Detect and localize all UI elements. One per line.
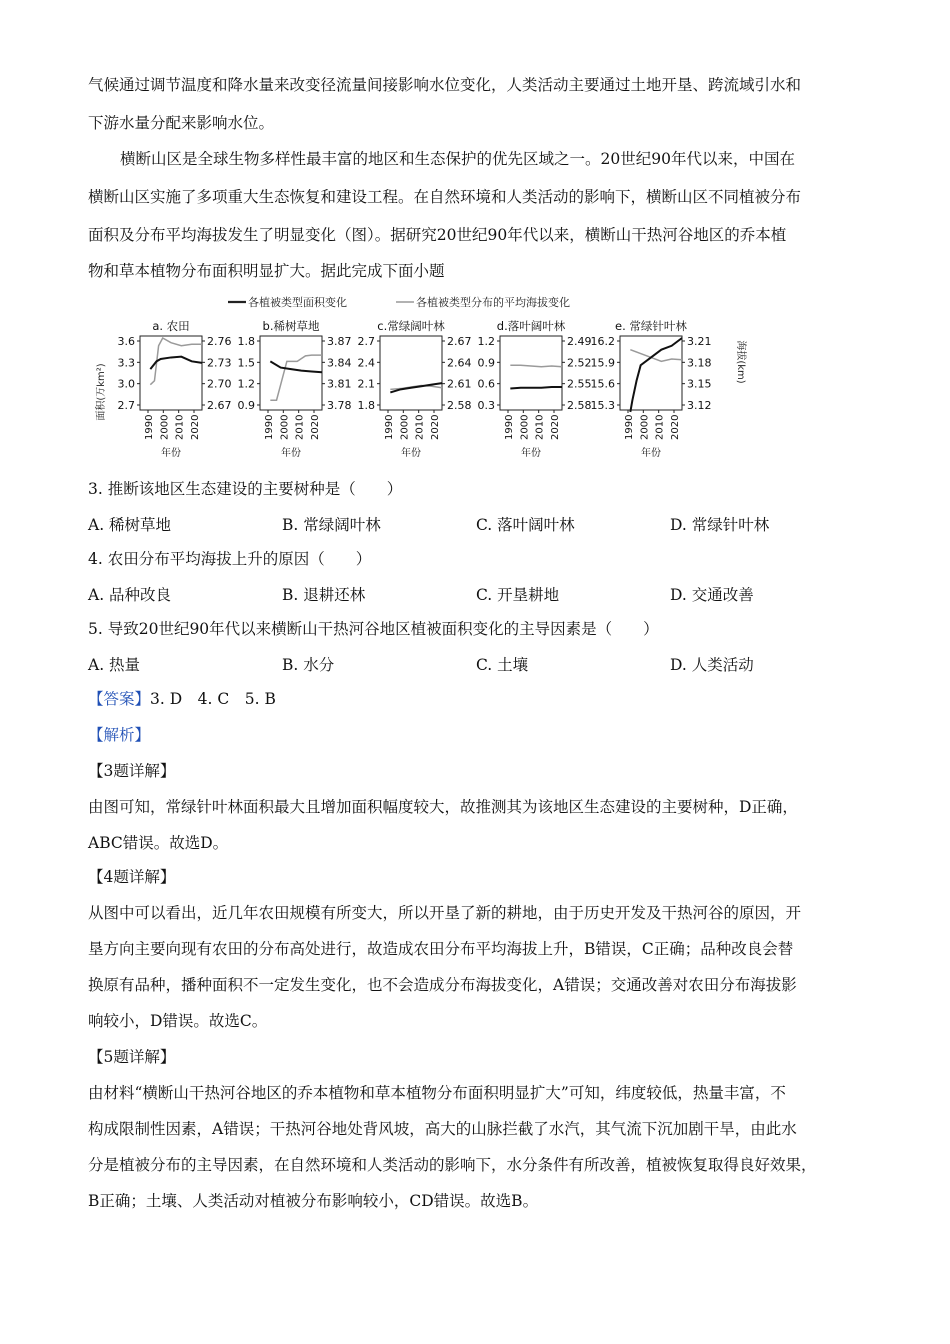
x-tick-label: 1990 <box>264 414 275 440</box>
x-tick-label: 2010 <box>414 414 426 440</box>
x-axis-title: 年份 <box>521 448 541 459</box>
panel-frame <box>500 336 562 410</box>
left-tick-label: 0.3 <box>477 399 495 412</box>
chart-panel <box>118 319 232 459</box>
right-tick-label: 2.52 <box>567 356 592 370</box>
x-axis-title: 年份 <box>641 448 661 459</box>
question-stem: 4. 农田分布平均海拔上升的原因（ ） <box>88 550 372 568</box>
left-tick-label: 2.7 <box>117 399 135 412</box>
answer-tag: 【答案】 <box>88 690 151 708</box>
question-option: B. 常绿阔叶林 <box>282 516 381 534</box>
x-tick-label: 2000 <box>399 414 411 440</box>
right-tick-label: 2.64 <box>447 356 472 370</box>
left-tick-label: 3.0 <box>117 377 135 391</box>
detail-line: 垦方向主要向现有农田的分布高处进行，故造成农田分布平均海拔上升，B错误，C正确；品种改良会替 <box>88 940 794 958</box>
detail-line: 构成限制性因素，A错误；干热河谷地处背风坡，高大的山脉拦截了水汽，其气流下沉加剧干旱，由此水 <box>88 1120 797 1138</box>
question-option: C. 土壤 <box>476 656 529 674</box>
x-tick-label: 2010 <box>174 414 186 440</box>
detail-line: 从图中可以看出，近几年农田规模有所变大，所以开垦了新的耕地，由于历史开发及干热河谷的原因，开 <box>88 904 802 922</box>
left-tick-label: 0.6 <box>477 377 495 391</box>
panel-frame <box>380 336 442 410</box>
right-tick-label: 2.49 <box>567 335 592 348</box>
paragraph-line: 下游水量分配来影响水位。 <box>88 114 275 132</box>
x-axis-title: 年份 <box>401 448 421 459</box>
x-tick-label: 2020 <box>670 414 681 440</box>
left-tick-label: 1.8 <box>237 335 255 348</box>
right-tick-label: 3.84 <box>327 356 352 370</box>
question-stem: 3. 推断该地区生态建设的主要树种是（ ） <box>88 480 403 498</box>
detail-heading: 【5题详解】 <box>88 1048 176 1066</box>
left-tick-label: 1.2 <box>477 335 495 348</box>
left-tick-label: 1.2 <box>237 377 255 391</box>
paragraph-line: 面积及分布平均海拔发生了明显变化（图）。据研究20世纪90年代以来，横断山干热河谷地区的乔本植 <box>88 226 787 244</box>
right-tick-label: 2.61 <box>447 377 472 391</box>
right-tick-label: 3.87 <box>327 335 352 348</box>
left-tick-label: 15.6 <box>590 377 615 391</box>
x-tick-label: 1990 <box>504 414 515 440</box>
right-tick-label: 3.18 <box>687 356 712 370</box>
right-tick-label: 3.78 <box>327 399 352 412</box>
left-tick-label: 15.9 <box>590 356 615 370</box>
legend-altitude-label: 各植被类型分布的平均海拔变化 <box>416 296 570 309</box>
right-tick-label: 2.58 <box>447 399 472 412</box>
area-series-line <box>630 338 682 412</box>
question-option: C. 落叶阔叶林 <box>476 516 575 534</box>
chart-panel <box>358 319 472 459</box>
right-tick-label: 2.58 <box>567 399 592 412</box>
left-tick-label: 0.9 <box>237 399 255 412</box>
x-tick-label: 2020 <box>190 414 201 440</box>
detail-line: 响较小，D错误。故选C。 <box>88 1012 268 1030</box>
question-option: B. 水分 <box>282 656 335 674</box>
left-tick-label: 16.2 <box>590 335 615 348</box>
x-tick-label: 2010 <box>654 414 666 440</box>
question-option: C. 开垦耕地 <box>476 586 560 604</box>
vegetation-change-figure <box>96 292 750 462</box>
x-tick-label: 2020 <box>550 414 561 440</box>
answer-text: 3. D 4. C 5. B <box>150 690 276 708</box>
right-axis-label: 海拔(km) <box>735 340 746 384</box>
x-tick-label: 1990 <box>624 414 635 440</box>
x-tick-label: 1990 <box>144 414 155 440</box>
left-tick-label: 0.9 <box>477 356 495 370</box>
panel-frame <box>620 336 682 410</box>
altitude-series-line <box>270 355 322 400</box>
chart-panel <box>238 319 352 459</box>
right-tick-label: 3.15 <box>687 377 712 391</box>
right-tick-label: 2.55 <box>567 377 592 391</box>
right-tick-label: 3.21 <box>687 335 712 348</box>
question-option: A. 稀树草地 <box>88 516 172 534</box>
x-tick-label: 1990 <box>384 414 395 440</box>
x-tick-label: 2020 <box>310 414 321 440</box>
right-tick-label: 3.12 <box>687 399 712 412</box>
left-tick-label: 2.7 <box>357 335 375 348</box>
right-tick-label: 2.76 <box>207 335 232 348</box>
question-stem: 5. 导致20世纪90年代以来横断山干热河谷地区植被面积变化的主导因素是（ ） <box>88 620 659 638</box>
panel-frame <box>260 336 322 410</box>
x-tick-label: 2020 <box>430 414 441 440</box>
panel-title: e. 常绿针叶林 <box>615 319 687 333</box>
answer-line <box>88 688 276 710</box>
area-series-line <box>390 383 442 392</box>
panel-title: a. 农田 <box>152 319 190 333</box>
x-tick-label: 2010 <box>294 414 306 440</box>
paragraph-line: 横断山区实施了多项重大生态恢复和建设工程。在自然环境和人类活动的影响下，横断山区不同植被分布 <box>88 188 802 206</box>
panel-title: d.落叶阔叶林 <box>496 319 566 333</box>
right-tick-label: 2.67 <box>447 335 472 348</box>
legend-area-label: 各植被类型面积变化 <box>248 296 347 309</box>
x-axis-title: 年份 <box>281 448 301 459</box>
question-option: D. 人类活动 <box>670 656 754 674</box>
chart-panel <box>591 319 712 459</box>
detail-heading: 【3题详解】 <box>88 762 176 780</box>
detail-line: 换原有品种，播种面积不一定发生变化，也不会造成分布海拔变化，A错误；交通改善对农田分布海拔影 <box>88 976 797 994</box>
detail-heading: 【4题详解】 <box>88 868 176 886</box>
right-tick-label: 2.67 <box>207 399 232 412</box>
paragraph-line: 气候通过调节温度和降水量来改变径流量间接影响水位变化，人类活动主要通过土地开垦、跨流域引水和 <box>88 76 802 94</box>
panel-frame <box>140 336 202 410</box>
question-option: A. 热量 <box>88 656 141 674</box>
x-tick-label: 2000 <box>159 414 171 440</box>
detail-line: 分是植被分布的主导因素，在自然环境和人类活动的影响下，水分条件有所改善，植被恢复取得良好效果， <box>88 1156 817 1174</box>
left-axis-label: 面积(万km²) <box>96 363 107 421</box>
x-tick-label: 2010 <box>534 414 546 440</box>
left-tick-label: 3.6 <box>117 335 135 348</box>
left-tick-label: 15.3 <box>590 399 615 412</box>
paragraph-line: 横断山区是全球生物多样性最丰富的地区和生态保护的优先区域之一。20世纪90年代以来，中国在 <box>120 150 795 168</box>
panel-title: b.稀树草地 <box>262 319 320 333</box>
left-tick-label: 3.3 <box>117 356 135 370</box>
analysis-tag: 【解析】 <box>88 726 151 744</box>
x-tick-label: 2000 <box>279 414 291 440</box>
area-series-line <box>150 357 202 369</box>
area-series-line <box>270 361 322 372</box>
chart-panel <box>478 319 592 459</box>
right-tick-label: 3.81 <box>327 377 352 391</box>
left-tick-label: 2.1 <box>357 377 375 391</box>
left-tick-label: 1.8 <box>357 399 375 412</box>
question-option: B. 退耕还林 <box>282 586 366 604</box>
paragraph-line: 物和草本植物分布面积明显扩大。据此完成下面小题 <box>88 262 445 280</box>
right-tick-label: 2.73 <box>207 356 232 370</box>
x-axis-title: 年份 <box>161 448 181 459</box>
detail-line: 由图可知，常绿针叶林面积最大且增加面积幅度较大，故推测其为该地区生态建设的主要树种，D正确， <box>88 798 798 816</box>
detail-line: ABC错误。故选D。 <box>88 834 229 852</box>
left-tick-label: 1.5 <box>237 356 255 370</box>
detail-line: B正确；土壤、人类活动对植被分布影响较小，CD错误。故选B。 <box>88 1192 539 1210</box>
right-tick-label: 2.70 <box>207 377 232 391</box>
area-series-line <box>510 387 562 389</box>
detail-line: 由材料“横断山干热河谷地区的乔本植物和草本植物分布面积明显扩大”可知，纬度较低，热量丰富，不 <box>88 1084 786 1102</box>
question-option: D. 常绿针叶林 <box>670 516 770 534</box>
x-tick-label: 2000 <box>639 414 651 440</box>
question-option: A. 品种改良 <box>88 586 172 604</box>
x-tick-label: 2000 <box>519 414 531 440</box>
left-tick-label: 2.4 <box>357 356 375 370</box>
chart-legend <box>228 295 570 309</box>
altitude-series-line <box>510 365 562 367</box>
question-option: D. 交通改善 <box>670 586 754 604</box>
panel-title: c.常绿阔叶林 <box>377 319 445 333</box>
altitude-series-line <box>630 350 682 362</box>
